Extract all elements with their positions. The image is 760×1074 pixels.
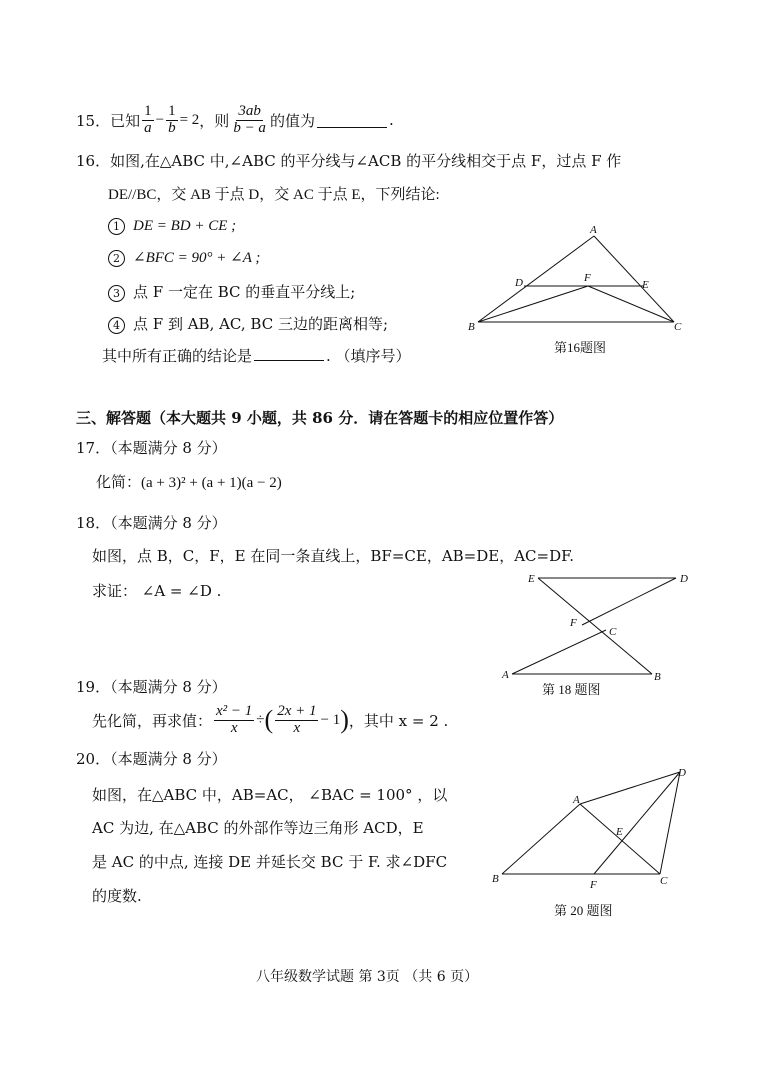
q18-line-2: 求证： ∠A = ∠D .: [92, 582, 222, 600]
q15-prefix: 已知: [110, 111, 141, 130]
label-A: A: [502, 669, 509, 681]
label-D: D: [680, 573, 688, 585]
q20-title: 20．（本题满分 8 分）: [76, 750, 227, 768]
q16-line-1: 16．如图,在△ABC 中,∠ABC 的平分线与∠ACB 的平分线相交于点 F，过点 F 作: [76, 152, 622, 170]
q19-fraction-2: $\frac{2x + 1}{x}$: [277, 702, 317, 736]
figure-20-caption: 第 20 题图: [554, 903, 613, 918]
label-F: F: [570, 617, 577, 629]
q17-expression: 化简：(a + 3)² + (a + 1)(a − 2): [96, 475, 282, 491]
q20-line-2: AC 为边, 在△ABC 的外部作等边三角形 ACD，E: [92, 819, 424, 837]
figure-20-diagram: [484, 760, 714, 925]
figure-16-caption: 第16题图: [554, 340, 607, 355]
label-A: A: [590, 224, 597, 236]
q18-title: 18．（本题满分 8 分）: [76, 514, 227, 532]
label-C: C: [674, 321, 682, 333]
circled-number-4: 4: [108, 317, 125, 334]
q20-line-4: 的度数.: [92, 887, 142, 905]
q20-line-1: 如图，在△ABC 中，AB=AC， ∠BAC = 100° ，以: [92, 786, 448, 804]
label-C: C: [660, 875, 668, 887]
circled-number-1: 1: [108, 218, 125, 235]
label-B: B: [468, 321, 475, 333]
label-A: A: [573, 794, 580, 806]
circled-number-2: 2: [108, 250, 125, 267]
question-15: 15． 已知 $\frac{1}{a}$ − $\frac{1}{b}$ = 2 ，则 $\frac{3ab}{b - a}$ 的值为 .: [76, 102, 394, 136]
q15-answer-blank: [317, 113, 387, 128]
q16-line-2: DE//BC，交 AB 于点 D，交 AC 于点 E，下列结论:: [108, 187, 440, 203]
label-F: F: [584, 272, 591, 284]
q18-line-1: 如图，点 B，C，F，E 在同一条直线上，BF=CE，AB=DE，AC=DF.: [92, 547, 574, 565]
q16-item-3: 3 点 F 一定在 BC 的垂直平分线上;: [108, 281, 355, 302]
q20-line-3: 是 AC 的中点, 连接 DE 并延长交 BC 于 F. 求∠DFC: [92, 853, 448, 871]
label-B: B: [492, 873, 499, 885]
label-D: D: [515, 277, 523, 289]
q16-answer-blank: [254, 346, 324, 361]
q19-title: 19．（本题满分 8 分）: [76, 678, 227, 696]
q15-fraction-2: $\frac{1}{b}$: [168, 102, 176, 136]
q15-fraction-1: $\frac{1}{a}$: [144, 102, 152, 136]
label-C: C: [609, 626, 617, 638]
circled-number-3: 3: [108, 285, 125, 302]
label-D: D: [678, 767, 686, 779]
label-E: E: [528, 573, 535, 585]
figure-18-caption: 第 18 题图: [542, 682, 601, 697]
q15-number: 15．: [76, 111, 111, 130]
label-F: F: [590, 879, 597, 891]
q16-item-4: 4 点 F 到 AB, AC, BC 三边的距离相等;: [108, 313, 388, 334]
q15-fraction-3: $\frac{3ab}{b - a}$: [233, 102, 266, 136]
q17-title: 17．（本题满分 8 分）: [76, 439, 227, 457]
q16-item-1: 1 DE = BD + CE ;: [108, 216, 236, 235]
q19-expression: 先化简，再求值： $\frac{\text{x² − 1}}{x}$ ÷ ( $\frac{2x + 1}{x}$ − 1 ) ，其中 x = 2 .: [92, 702, 449, 736]
section-3-heading: 三、解答题（本大题共 9 小题，共 86 分．请在答题卡的相应位置作答）: [76, 409, 564, 427]
label-E: E: [642, 279, 649, 291]
figure-16-diagram: [460, 222, 700, 362]
q16-conclusion: 其中所有正确的结论是 . （填序号）: [102, 347, 411, 365]
page-footer: 八年级数学试题 第 3页 （共 6 页）: [256, 969, 479, 985]
q16-item-2: 2 ∠BFC = 90° + ∠A ;: [108, 248, 260, 267]
label-E: E: [616, 826, 623, 838]
q19-fraction-1: $\frac{\text{x² − 1}}{x}$: [216, 702, 253, 736]
label-B: B: [654, 671, 661, 683]
figure-18-diagram: [496, 568, 706, 700]
